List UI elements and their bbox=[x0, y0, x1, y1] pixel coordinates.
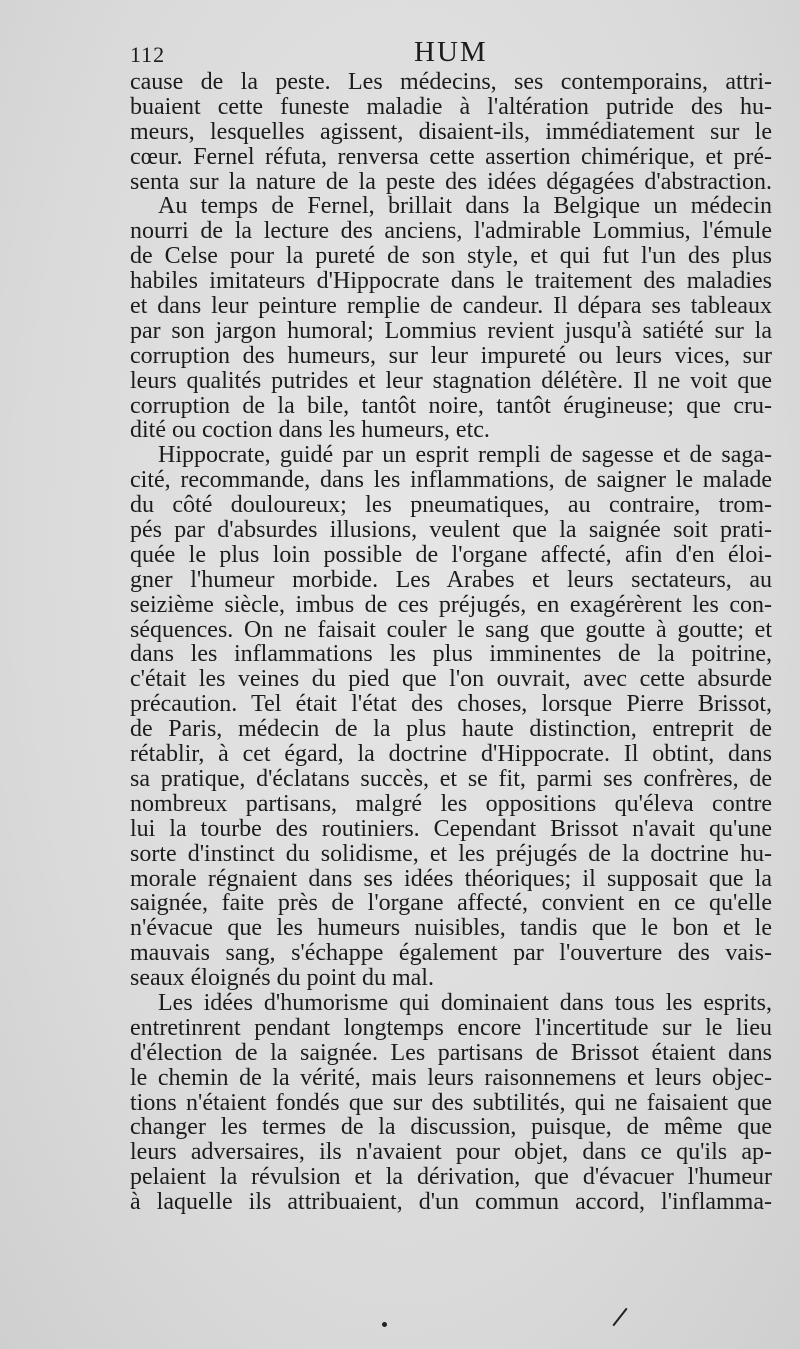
paragraph-2 bbox=[130, 194, 772, 443]
text-line: pelaient la révulsion et la dérivation, que d'évacuer l'humeur bbox=[130, 1164, 772, 1191]
text-line: quée le plus loin possible de l'organe affecté, afin d'en éloi- bbox=[130, 541, 772, 568]
paragraph-3 bbox=[130, 443, 772, 991]
paragraph-4 bbox=[130, 991, 772, 1215]
ink-stroke-mark bbox=[612, 1308, 627, 1327]
text-line: leurs adversaires, ils n'avaient pour objet, dans ce qu'ils ap- bbox=[130, 1139, 772, 1166]
text-line: gner l'humeur morbide. Les Arabes et leurs sectateurs, au bbox=[130, 566, 772, 593]
text-line: nombreux partisans, malgré les oppositions qu'éleva contre bbox=[130, 790, 772, 817]
text-line: meurs, lesquelles agissent, disaient-ils, immédiatement sur le bbox=[130, 118, 772, 145]
text-line: sorte d'instinct du solidisme, et les préjugés de la doctrine hu- bbox=[130, 840, 772, 867]
text-line: de Celse pour la pureté de son style, et qui fut l'un des plus bbox=[130, 243, 772, 270]
ink-dot-mark bbox=[382, 1322, 387, 1327]
text-line: tions n'étaient fondés que sur des subtilités, qui ne faisaient que bbox=[130, 1089, 772, 1116]
text-line: à laquelle ils attribuaient, d'un commun accord, l'inflamma- bbox=[130, 1189, 772, 1216]
text-line: Au temps de Fernel, brillait dans la Belgique un médecin bbox=[158, 193, 772, 220]
text-line: corruption des humeurs, sur leur impureté ou leurs vices, sur bbox=[130, 342, 772, 369]
text-line: seaux éloignés du point du mal. bbox=[130, 965, 434, 992]
text-line: par son jargon humoral; Lommius revient jusqu'à satiété sur la bbox=[130, 317, 772, 344]
page-number: 112 bbox=[130, 42, 166, 67]
paragraph-1 bbox=[130, 70, 772, 194]
text-line: corruption de la bile, tantôt noire, tantôt érugineuse; que cru- bbox=[130, 392, 772, 419]
text-line: d'élection de la saignée. Les partisans de Brissot étaient dans bbox=[130, 1039, 772, 1066]
text-line: c'était les veines du pied que l'on ouvrait, avec cette absurde bbox=[130, 666, 772, 693]
body-text bbox=[130, 70, 772, 1215]
text-line: n'évacue que les humeurs nuisibles, tandis que le bon et le bbox=[130, 915, 772, 942]
text-line: saignée, faite près de l'organe affecté, convient en ce qu'elle bbox=[130, 890, 772, 917]
text-line: pés par d'absurdes illusions, veulent que la saignée soit prati- bbox=[130, 517, 772, 544]
text-line: morale régnaient dans ses idées théoriques; il supposait que la bbox=[130, 865, 772, 892]
text-line: de Paris, médecin de la plus haute distinction, entreprit de bbox=[130, 716, 772, 743]
running-head bbox=[130, 36, 772, 70]
text-line: senta sur la nature de la peste des idées dégagées d'abstraction. bbox=[130, 168, 772, 195]
text-line: cœur. Fernel réfuta, renversa cette assertion chimérique, et pré- bbox=[130, 143, 772, 170]
text-line: nourri de la lecture des anciens, l'admirable Lommius, l'émule bbox=[130, 218, 772, 245]
text-line: lui la tourbe des routiniers. Cependant Brissot n'avait qu'une bbox=[130, 815, 772, 842]
text-line: Les idées d'humorisme qui dominaient dans tous les esprits, bbox=[158, 989, 772, 1016]
text-line: habiles imitateurs d'Hippocrate dans le traitement des maladies bbox=[130, 268, 772, 295]
text-line: cité, recommande, dans les inflammations, de saigner le malade bbox=[130, 467, 772, 494]
text-line: dité ou coction dans les humeurs, etc. bbox=[130, 417, 490, 444]
running-title: HUM bbox=[414, 36, 488, 68]
text-line: le chemin de la vérité, mais leurs raisonnemens et leurs objec- bbox=[130, 1064, 772, 1091]
text-line: entretinrent pendant longtemps encore l'incertitude sur le lieu bbox=[130, 1014, 772, 1041]
text-line: rétablir, à cet égard, la doctrine d'Hippocrate. Il obtint, dans bbox=[130, 741, 772, 768]
text-line: cause de la peste. Les médecins, ses contemporains, attri- bbox=[130, 69, 772, 95]
text-line: seizième siècle, imbus de ces préjugés, en exagérèrent les con- bbox=[130, 591, 772, 618]
text-line: précaution. Tel était l'état des choses, lorsque Pierre Brissot, bbox=[130, 691, 772, 718]
text-line: Hippocrate, guidé par un esprit rempli de sagesse et de saga- bbox=[158, 442, 772, 469]
text-line: du côté douloureux; les pneumatiques, au contraire, trom- bbox=[130, 492, 772, 519]
text-line: leurs qualités putrides et leur stagnation délétère. Il ne voit que bbox=[130, 367, 772, 394]
text-line: buaient cette funeste maladie à l'altération putride des hu- bbox=[130, 93, 772, 120]
text-line: et dans leur peinture remplie de candeur. Il dépara ses tableaux bbox=[130, 293, 772, 320]
text-line: mauvais sang, s'échappe également par l'ouverture des vais- bbox=[130, 940, 772, 967]
text-line: sa pratique, d'éclatans succès, et se fit, parmi ses confrères, de bbox=[130, 765, 772, 792]
text-line: dans les inflammations les plus imminentes de la poitrine, bbox=[130, 641, 772, 668]
text-line: changer les termes de la discussion, puisque, de même que bbox=[130, 1114, 772, 1141]
text-line: séquences. On ne faisait couler le sang que goutte à goutte; et bbox=[130, 616, 772, 643]
